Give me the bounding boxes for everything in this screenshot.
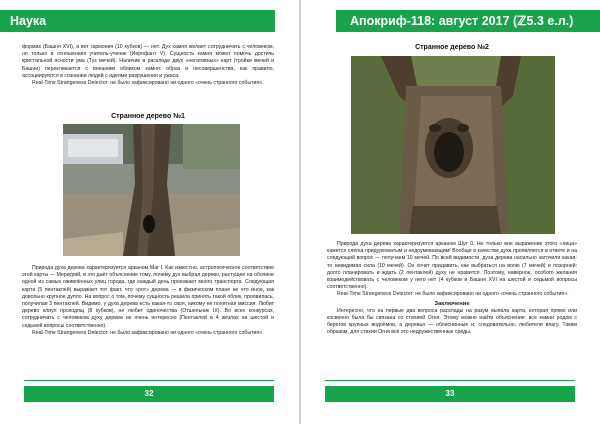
- paragraph: Real-Time Strangeness Detector: не было зафиксировано ни одного «очень странного события».: [32, 80, 264, 87]
- paragraph: Интересно, что на первые два вопроса расклады на разум выпала карта, которая прямо или косвенно была бы связана со стихией Огня. Этому можно найти объяснение: все камни родом с берегов крупных водоёмов, а деревья — облиснинные и, следовательно, любители влагу. Таким образом, для стихии Огня всё это недружественные среды.: [327, 307, 577, 336]
- paragraph: Real-Time Strangeness Detector: не было зафиксировано ни одного «очень странного события».: [32, 329, 264, 336]
- right-body-text: [327, 241, 577, 337]
- section-header: Наука: [0, 10, 275, 32]
- page-number: 33: [325, 386, 575, 402]
- footer-rule: [325, 380, 575, 381]
- footer-rule: [24, 380, 274, 381]
- left-top-text: [22, 44, 274, 87]
- photo-caption: Странное дерево №1: [111, 113, 185, 120]
- tree-photo-2-image: [351, 56, 555, 234]
- conclusion-heading: Заключение: [434, 300, 470, 307]
- photo-caption: Странное дерево №2: [415, 44, 489, 51]
- page-number: 32: [24, 386, 274, 402]
- tree-photo-2: [351, 56, 555, 234]
- left-page: [0, 0, 299, 424]
- paragraph: Природа духа дерева характеризуется арканом Маг I. Как известно, астрологическое соответствие этой карты — Меркурий, и это даёт объяснение тому, почему дух выбрал дерево, растущее на обочине одной из самых оживлённых улиц города, где каждый день проезжает много транспорта. Следующая карта (5 пентаклей) выражает тот факт, что «рот» дерева — в физическом плане не что иное, как довольно крупное дупло. На вопрос о том, почему сущность решила принять такой облик, проявилась, получилая 3 пентаклей. Видимо, у духа дерева есть какая-то своя, никому не понятная миссия. Любит дерево клиул проходящ (8 кубков), не любит одиночества (Отшельник IX). Во всех конкурсах, сотрудничать с человеком духу дерева не очень интересно (Пентаклей в 4 жезлах на шестой и седьмой вопросы соответственно).: [22, 265, 274, 329]
- paragraph: Real-Time Strangeness Detector: не было зафиксировано ни одного «очень странного события».: [337, 291, 569, 298]
- issue-header: Апокриф-118: август 2017 (ℤ5.3 е.л.): [336, 10, 600, 32]
- tree-photo-1: [63, 124, 240, 256]
- paragraph: Природа духа дерева характеризуется арканом Шут 0. Не только вне выражение этого «лица» кажется слегка придурковатым и недоумевающим! Вообще в качестве духа проявляется в ответе и на следующий вопрос — получаем 10 мечей. По всей видимости, духа дерева насильно заточили какая-то невидимая сила (10 мечей). Он хочет придавить, как выбраться на волю (7 мечей) и позорней: долго планировать и ждать (2 пентаклей) духу не нравится. Поэтому, наверное, особого желания взаимодействовать с человеком у него нет (4 кубков и Башня XVI на шестой и седьмой вопросы соответственно).: [327, 241, 577, 291]
- tree-photo-1-image: [63, 124, 240, 256]
- paragraph: формах (Башня XVI), а вот гармония (10 кубков) — нет. Дух камня желает сотрудничать с человеком, но только в отношениях учитель-ученик (Иерофант V). Сущность камня может помочь достичь кристальной ясности ума (Туз мечей). Наличие в раскладе двух «негативных» карт (тройки мечей и Башни) перекликается с внешним обликом камня: образ и несовершенства, как правило, ассоциируются в сознании людей с идеями разрушения и ужаса.: [22, 44, 274, 79]
- right-page: [301, 0, 600, 424]
- left-bottom-text: [22, 265, 274, 337]
